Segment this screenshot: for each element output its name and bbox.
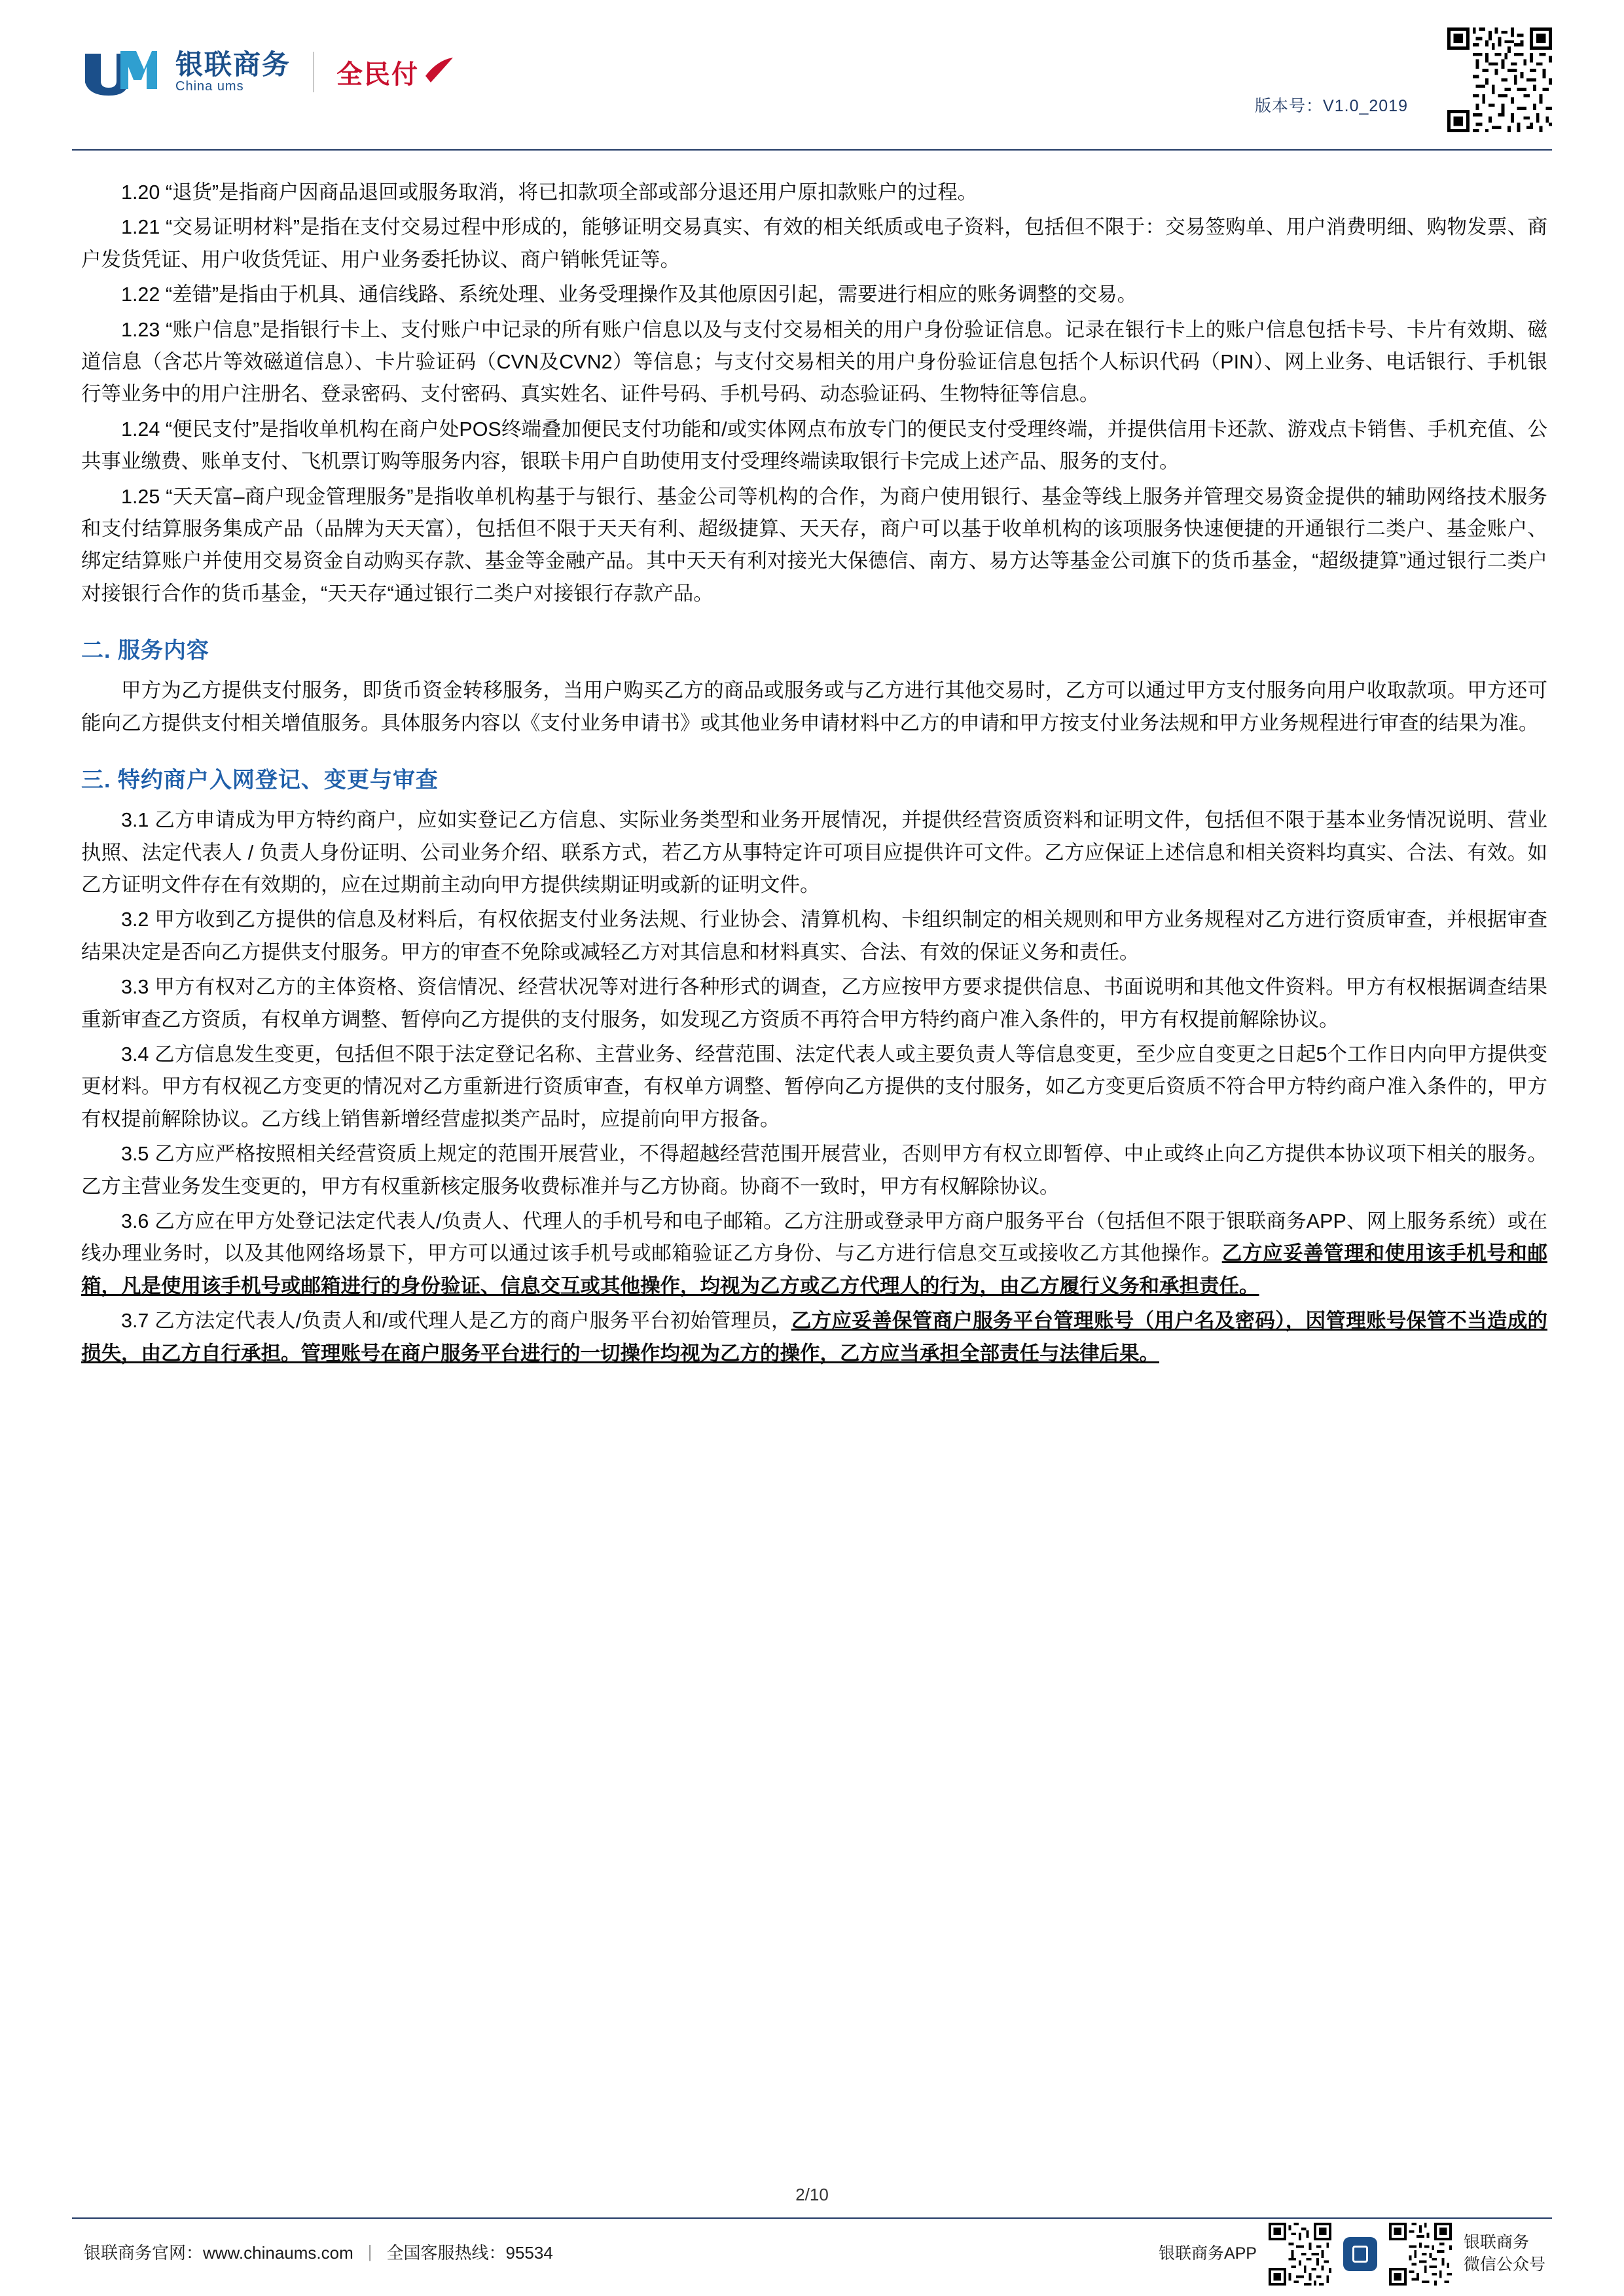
paragraph-3-7-text: 3.7 乙方法定代表人/负责人和/或代理人是乙方的商户服务平台初始管理员，	[121, 1310, 791, 1333]
paragraph-3-2: 3.2 甲方收到乙方提供的信息及材料后，有权依据支付业务法规、行业协会、清算机构、卡组织制定的相关规则和甲方业务规程对乙方进行资质审查，并根据审查结果决定是否向乙方提供支付服务。甲方的审查不免除或减轻乙方对其信息和材料真实、合法、有效的保证义务和责任。	[81, 908, 1547, 963]
paragraph-3-5: 3.5 乙方应严格按照相关经营资质上规定的范围开展营业，不得超越经营范围开展营业，否则甲方有权立即暂停、中止或终止向乙方提供本协议项下相关的服务。乙方主营业务发生变更的，甲方有权重新核定服务收费标准并与乙方协商。协商不一致时，甲方有权解除协议。	[81, 1143, 1547, 1198]
paragraph-1-20: 1.20 “退货”是指商户因商品退回或服务取消，将已扣款项全部或部分退还用户原扣款账户的过程。	[121, 181, 978, 204]
brand-wordmark	[175, 50, 291, 93]
brand-logo	[81, 47, 454, 97]
footer-app-qr-code-icon	[1269, 2223, 1331, 2286]
paragraph-3-6	[81, 1206, 1547, 1302]
page-footer	[0, 2217, 1624, 2296]
footer-app-label: 银联商务APP	[1158, 2244, 1257, 2263]
brand-name-en: China ums	[175, 79, 244, 94]
version-label: 版本号：V1.0_2019	[1255, 97, 1408, 115]
paragraph-1-25: 1.25 “天天富–商户现金管理服务”是指收单机构基于与银行、基金公司等机构的合作，为商户使用银行、基金等线上服务并管理交易资金提供的辅助网络技术服务和支付结算服务集成产品（品牌为天天富），包括但不限于天天有利、超级捷算、天天存，商户可以基于收单机构的该项服务快速便捷的开通银行二类户、基金账户、绑定结算账户并使用交易资金自动购买存款、基金等金融产品。其中天天有利对接光大保德信、南方、易方达等基金公司旗下的货币基金，“超级捷算”通过银行二类户对接银行合作的货币基金，“天天存“通过银行二类户对接银行存款产品。	[81, 485, 1547, 605]
paragraph-2-1: 甲方为乙方提供支付服务，即货币资金转移服务，当用户购买乙方的商品或服务或与乙方进行其他交易时，乙方可以通过甲方支付服务向用户收取款项。甲方还可能向乙方提供支付相关增值服务。具体服务内容以《支付业务申请书》或其他业务申请材料中乙方的申请和甲方按支付业务法规和甲方业务规程进行审查的结果为准。	[81, 679, 1547, 734]
footer-hotline: 全国客服热线：95534	[386, 2243, 553, 2263]
paragraph-3-6-text: 3.6 乙方应在甲方处登记法定代表人/负责人、代理人的手机号和电子邮箱。乙方注册或登录甲方商户服务平台（包括但不限于银联商务APP、网上服务系统）或在线办理业务时，以及其他网络场景下，甲方可以通过该手机号或邮箱验证乙方身份、与乙方进行信息交互或接收乙方其他操作。	[81, 1210, 1547, 1265]
footer-wechat-label	[1464, 2232, 1545, 2276]
paragraph-3-6-underlined: 乙方应妥善管理和使用该手机号和邮箱，凡是使用该手机号或邮箱进行的身份验证、信息交互或其他操作，均视为乙方或乙方代理人的行为，由乙方履行义务和承担责任。	[81, 1242, 1547, 1297]
page-number: 2/10	[795, 2185, 829, 2204]
paragraph-1-21: 1.21 “交易证明材料”是指在支付交易过程中形成的，能够证明交易真实、有效的相关纸质或电子资料，包括但不限于：交易签购单、用户消费明细、购物发票、商户发货凭证、用户收货凭证、用户业务委托协议、商户销帐凭证等。	[81, 216, 1547, 271]
paragraph-3-1: 3.1 乙方申请成为甲方特约商户，应如实登记乙方信息、实际业务类型和业务开展情况，并提供经营资质资料和证明文件，包括但不限于基本业务情况说明、营业执照、法定代表人 / 负责人身份证明、公司业务介绍、联系方式，若乙方从事特定许可项目应提供许可文件。乙方应保证上述信息和相关资料均真实、合法、有效。如乙方证明文件存在有效期的，应在过期前主动向甲方提供续期证明或新的证明文件。	[81, 809, 1547, 896]
quanminfu-logo	[336, 54, 454, 91]
footer-contact-info	[84, 2240, 553, 2264]
section-heading-2: 二. 服务内容	[81, 638, 209, 664]
footer-wechat-qr-code-icon	[1389, 2223, 1452, 2286]
brand-secondary-name: 全民付	[336, 60, 420, 89]
paragraph-3-4: 3.4 乙方信息发生变更，包括但不限于法定登记名称、主营业务、经营范围、法定代表人或主要负责人等信息变更，至少应自变更之日起5个工作日内向甲方提供变更材料。甲方有权视乙方变更的情况对乙方重新进行资质审查，有权单方调整、暂停向乙方提供的支付服务，如乙方变更后资质不符合甲方特约商户准入条件的，甲方有权提前解除协议。乙方线上销售新增经营虚拟类产品时，应提前向甲方报备。	[81, 1043, 1547, 1130]
paragraph-1-24: 1.24 “便民支付”是指收单机构在商户处POS终端叠加便民支付功能和/或实体网点布放专门的便民支付受理终端，并提供信用卡还款、游戏点卡销售、手机充值、公共事业缴费、账单支付、飞机票订购等服务内容，银联卡用户自助使用支付受理终端读取银行卡完成上述产品、服务的支付。	[81, 418, 1547, 473]
footer-separator: |	[367, 2242, 372, 2261]
section-heading-3: 三. 特约商户入网登记、变更与审查	[81, 768, 439, 793]
paragraph-1-23: 1.23 “账户信息”是指银行卡上、支付账户中记录的所有账户信息以及与支付交易相关的用户身份验证信息。记录在银行卡上的账户信息包括卡号、卡片有效期、磁道信息（含芯片等效磁道信息）、卡片验证码（CVN及CVN2）等信息；与支付交易相关的用户身份验证信息包括个人标识代码（PIN）、网上业务、电话银行、手机银行等业务中的用户注册名、登录密码、支付密码、真实姓名、证件号码、手机号码、动态验证码、生物特征等信息。	[81, 318, 1547, 406]
paragraph-3-7	[81, 1305, 1547, 1370]
app-icon	[1343, 2237, 1377, 2271]
paragraph-1-22: 1.22 “差错”是指由于机具、通信线路、系统处理、业务受理操作及其他原因引起，需要进行相应的账务调整的交易。	[121, 283, 1138, 306]
document-body	[81, 177, 1547, 1372]
footer-website: 银联商务官网：www.chinaums.com	[84, 2243, 353, 2263]
brand-name-cn: 银联商务	[175, 49, 291, 81]
chinaums-logo-icon	[81, 47, 158, 97]
logo-divider	[313, 52, 314, 92]
paragraph-3-7-underlined: 乙方应妥善保管商户服务平台管理账号（用户名及密码），因管理账号保管不当造成的损失，由乙方自行承担。管理账号在商户服务平台进行的一切操作均视为乙方的操作，乙方应当承担全部责任与法律后果。	[81, 1310, 1548, 1365]
footer-wechat-label-line2: 微信公众号	[1463, 2255, 1545, 2274]
quanminfu-swoosh-icon	[424, 56, 454, 88]
header-divider	[72, 149, 1552, 151]
paragraph-3-3: 3.3 甲方有权对乙方的主体资格、资信情况、经营状况等对进行各种形式的调查，乙方应按甲方要求提供信息、书面说明和其他文件资料。甲方有权根据调查结果重新审查乙方资质，有权单方调整、暂停向乙方提供的支付服务，如发现乙方资质不再符合甲方特约商户准入条件的，甲方有权提前解除协议。	[81, 976, 1547, 1031]
page-header	[0, 0, 1624, 151]
footer-qr-group	[1159, 2223, 1545, 2286]
footer-wechat-label-line1: 银联商务	[1463, 2233, 1529, 2252]
header-qr-code-icon	[1447, 27, 1552, 132]
